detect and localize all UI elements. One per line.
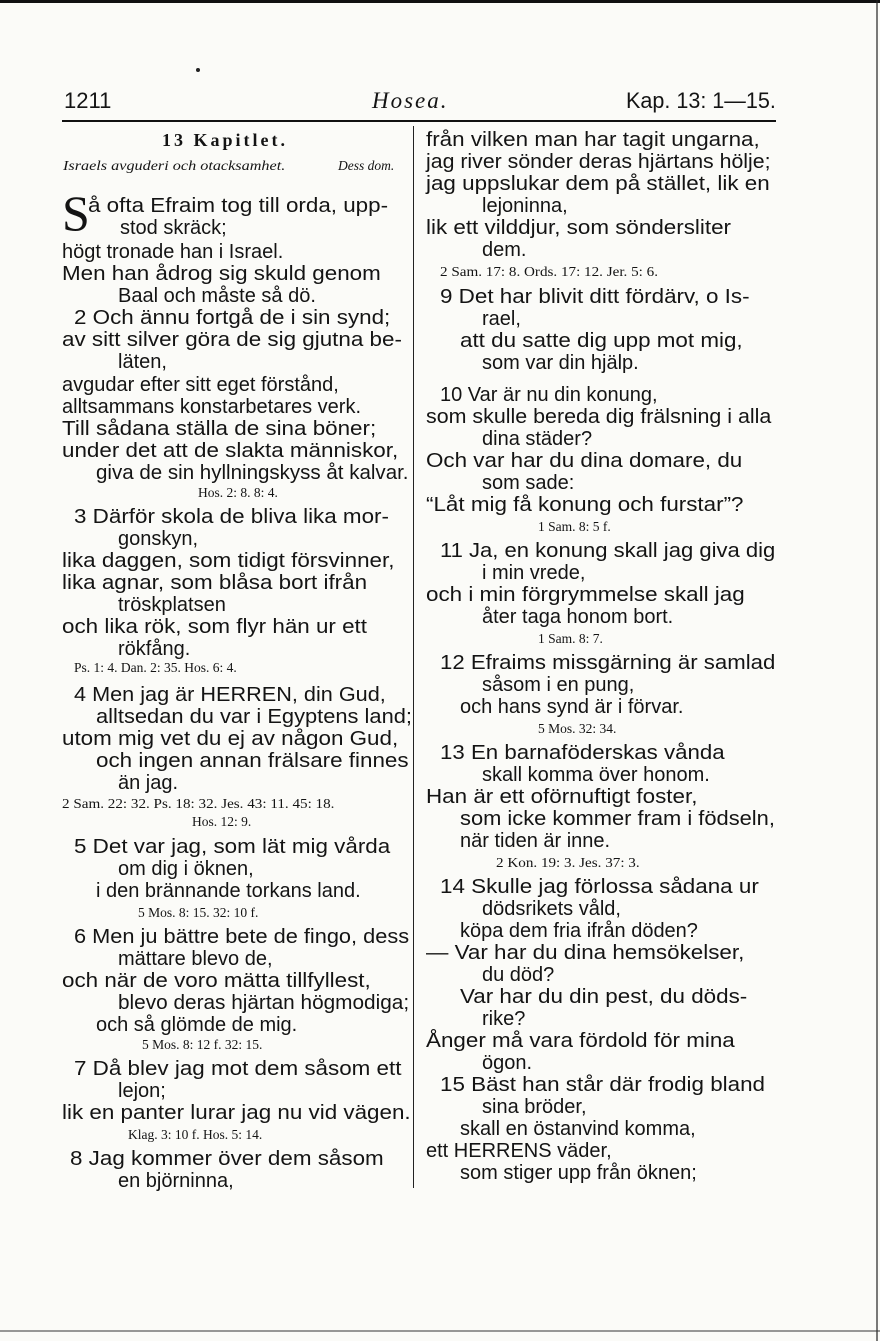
left-verse-line: än jag.	[118, 772, 179, 794]
right-verse-line: rike?	[482, 1008, 526, 1030]
right-verse-line: ögon.	[482, 1052, 533, 1074]
left-verse-line: högt tronade han i Israel.	[62, 241, 284, 263]
drop-cap: S	[62, 185, 90, 241]
right-verse-line: 11 Ja, en konung skall jag giva dig	[440, 540, 776, 562]
right-verse-line: såsom i en pung,	[482, 674, 635, 696]
right-verse-line: 10 Var är nu din konung,	[440, 384, 658, 406]
left-verse-line: 8 Jag kommer över dem såsom	[70, 1148, 384, 1170]
right-verse-line: dödsrikets våld,	[482, 898, 621, 920]
left-verse-line: alltsedan du var i Egyptens land;	[96, 706, 412, 728]
right-cross-reference: 2 Kon. 19: 3. Jes. 37: 3.	[496, 855, 640, 870]
left-verse-line: 7 Då blev jag mot dem såsom ett	[74, 1058, 402, 1080]
left-verse-line: gonskyn,	[118, 528, 199, 550]
left-verse-line: under det att de slakta människor,	[62, 440, 399, 462]
left-cross-reference: Hos. 2: 8. 8: 4.	[198, 485, 278, 500]
left-verse-line: om dig i öknen,	[118, 858, 254, 880]
right-verse-line: rael,	[482, 308, 521, 330]
left-verse-line: lika daggen, som tidigt försvinner,	[62, 550, 395, 572]
left-verse-line: och lika rök, som flyr hän ur ett	[62, 616, 368, 638]
right-verse-line: åter taga honom bort.	[482, 606, 674, 628]
left-verse-line: blevo deras hjärtan högmodiga;	[118, 992, 410, 1014]
right-verse-line: som icke kommer fram i födseln,	[460, 808, 775, 830]
right-cross-reference: 1 Sam. 8: 7.	[538, 631, 603, 646]
left-cross-reference: 5 Mos. 8: 15. 32: 10 f.	[138, 905, 259, 920]
page-number: 1211	[64, 88, 112, 113]
left-verse-line: Till sådana ställa de sina böner;	[62, 418, 377, 440]
right-verse-line: och i min förgrymmelse skall jag	[426, 584, 745, 606]
print-speck	[196, 68, 200, 72]
page-top-edge	[0, 0, 880, 3]
right-verse-line: 13 En barnaföderskas vånda	[440, 742, 725, 764]
left-verse-line: rökfång.	[118, 638, 191, 660]
left-verse-line: alltsammans konstarbetares verk.	[62, 396, 362, 418]
right-verse-line: som skulle bereda dig frälsning i alla	[426, 406, 772, 428]
left-verse-line: giva de sin hyllningskyss åt kalvar.	[96, 462, 409, 484]
right-cross-reference: 2 Sam. 17: 8. Ords. 17: 12. Jer. 5: 6.	[440, 264, 658, 279]
left-verse-line: och när de voro mätta tillfyllest,	[62, 970, 371, 992]
right-verse-line: dina städer?	[482, 428, 593, 450]
right-verse-line: från vilken man har tagit ungarna,	[426, 129, 760, 151]
chapter-title: 13 Kapitlet.	[162, 130, 288, 150]
left-verse-line: 6 Men ju bättre bete de fingo, dess	[74, 926, 410, 948]
right-verse-line: som stiger upp från öknen;	[460, 1162, 697, 1184]
right-cross-reference: 5 Mos. 32: 34.	[538, 721, 617, 736]
page-bottom-edge	[0, 1330, 880, 1332]
left-verse-line: utom mig vet du ej av någon Gud,	[62, 728, 399, 750]
right-verse-line: 9 Det har blivit ditt fördärv, o Is-	[440, 286, 750, 308]
left-verse-line: läten,	[118, 351, 167, 373]
right-verse-line: Var har du din pest, du döds-	[460, 986, 748, 1008]
right-verse-line: att du satte dig upp mot mig,	[460, 330, 743, 352]
left-verse-line: stod skräck;	[120, 217, 227, 239]
chapter-summary-judgment: Dess dom.	[338, 158, 395, 173]
right-verse-line: 14 Skulle jag förlossa sådana ur	[440, 876, 759, 898]
left-cross-reference: Klag. 3: 10 f. Hos. 5: 14.	[128, 1127, 263, 1142]
right-verse-line: när tiden är inne.	[460, 830, 611, 852]
left-verse-line: lejon;	[118, 1080, 166, 1102]
right-verse-line: jag uppslukar dem på stället, lik en	[426, 173, 770, 195]
right-verse-line: sina bröder,	[482, 1096, 587, 1118]
page-right-edge	[876, 0, 878, 1341]
left-verse-line: och ingen annan frälsare finnes	[96, 750, 409, 772]
right-verse-line: i min vrede,	[482, 562, 586, 584]
right-verse-line: Ånger må vara fördold för mina	[426, 1030, 735, 1052]
column-divider	[413, 126, 414, 1188]
left-verse-line: en björninna,	[118, 1170, 234, 1192]
left-verse-line: 5 Det var jag, som lät mig vårda	[74, 836, 391, 858]
right-verse-line: Han är ett oförnuftigt foster,	[426, 786, 698, 808]
right-verse-line: jag river sönder deras hjärtans hölje;	[426, 151, 771, 173]
right-cross-reference: 1 Sam. 8: 5 f.	[538, 519, 611, 534]
left-verse-line: och så glömde de mig.	[96, 1014, 298, 1036]
left-verse-line: 2 Och ännu fortgå de i sin synd;	[74, 307, 391, 329]
chapter-range: Kap. 13: 1—15.	[626, 88, 776, 113]
right-verse-line: “Låt mig få konung och furstar”?	[426, 494, 744, 516]
left-verse-line: 3 Därför skola de bliva lika mor-	[74, 506, 389, 528]
left-verse-line: tröskplatsen	[118, 594, 226, 616]
left-verse-line: avgudar efter sitt eget förstånd,	[62, 374, 339, 396]
left-cross-reference: Hos. 12: 9.	[192, 814, 252, 829]
right-verse-line: 15 Bäst han står där frodig bland	[440, 1074, 766, 1096]
right-verse-line: köpa dem fria ifrån döden?	[460, 920, 698, 942]
left-verse-line: Men han ådrog sig skuld genom	[62, 263, 381, 285]
left-verse-line: i den brännande torkans land.	[96, 880, 361, 902]
book-title: Hosea.	[372, 88, 449, 113]
left-verse-line: mättare blevo de,	[118, 948, 273, 970]
right-verse-line: lik ett vilddjur, som söndersliter	[426, 217, 732, 239]
left-cross-reference: Ps. 1: 4. Dan. 2: 35. Hos. 6: 4.	[74, 660, 237, 675]
left-verse-line: av sitt silver göra de sig gjutna be-	[62, 329, 402, 351]
chapter-summary: Israels avguderi och otacksamhet.	[63, 158, 286, 173]
right-verse-line: ett HERRENS väder,	[426, 1140, 612, 1162]
right-verse-line: lejoninna,	[482, 195, 568, 217]
right-verse-line: skall en östanvind komma,	[460, 1118, 696, 1140]
right-verse-line: du död?	[482, 964, 555, 986]
left-verse-line: å ofta Efraim tog till orda, upp-	[88, 195, 389, 217]
right-verse-line: och hans synd är i förvar.	[460, 696, 684, 718]
left-cross-reference: 5 Mos. 8: 12 f. 32: 15.	[142, 1037, 263, 1052]
right-verse-line: som sade:	[482, 472, 575, 494]
header-rule	[62, 120, 776, 122]
right-verse-line: Och var har du dina domare, du	[426, 450, 743, 472]
right-verse-line: 12 Efraims missgärning är samlad	[440, 652, 776, 674]
left-verse-line: Baal och måste så dö.	[118, 285, 316, 307]
right-verse-line: som var din hjälp.	[482, 352, 639, 374]
right-verse-line: dem.	[482, 239, 527, 261]
left-verse-line: 4 Men jag är HERREN, din Gud,	[74, 684, 386, 706]
left-verse-line: lika agnar, som blåsa bort ifrån	[62, 572, 368, 594]
right-verse-line: — Var har du dina hemsökelser,	[426, 942, 745, 964]
right-verse-line: skall komma över honom.	[482, 764, 710, 786]
left-verse-line: lik en panter lurar jag nu vid vägen.	[62, 1102, 411, 1124]
left-cross-reference: 2 Sam. 22: 32. Ps. 18: 32. Jes. 43: 11. 45: 18.	[62, 796, 335, 811]
